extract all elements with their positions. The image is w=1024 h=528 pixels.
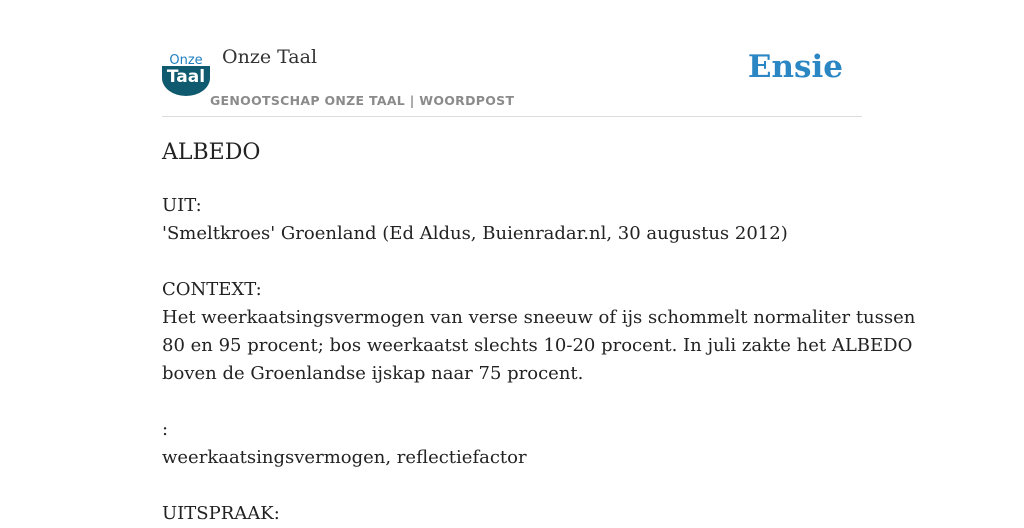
pronunciation-label: UITSPRAAK:	[162, 503, 280, 524]
site-subtitle: GENOOTSCHAP ONZE TAAL | WOORDPOST	[210, 93, 515, 108]
context-line: boven de Groenlandse ijskap naar 75 procent.	[162, 363, 584, 384]
header	[162, 40, 862, 117]
spacer	[162, 472, 872, 500]
logo-text-top: Onze	[169, 53, 203, 68]
spacer	[162, 388, 872, 416]
entry-body	[162, 192, 916, 528]
entry-title: ALBEDO	[162, 140, 261, 165]
meaning-text: weerkaatsingsvermogen, reflectiefactor	[162, 447, 527, 468]
context-line: 80 en 95 procent; bos weerkaatst slechts 10-20 procent. In juli zakte het ALBEDO	[162, 335, 913, 356]
site-name[interactable]: Onze Taal	[222, 46, 318, 68]
spacer	[162, 248, 872, 276]
context-line: Het weerkaatsingsvermogen van verse sneeuw of ijs schommelt normaliter tussen	[162, 307, 916, 328]
source-text: 'Smeltkroes' Groenland (Ed Aldus, Buienradar.nl, 30 augustus 2012)	[162, 223, 788, 244]
meaning-label: :	[162, 419, 169, 440]
ensie-brand-link[interactable]: Ensie	[747, 49, 843, 85]
onze-taal-logo[interactable]	[162, 52, 210, 96]
context-label: CONTEXT:	[162, 279, 262, 300]
source-label: UIT:	[162, 195, 202, 216]
logo-text-bottom: Taal	[166, 67, 206, 87]
